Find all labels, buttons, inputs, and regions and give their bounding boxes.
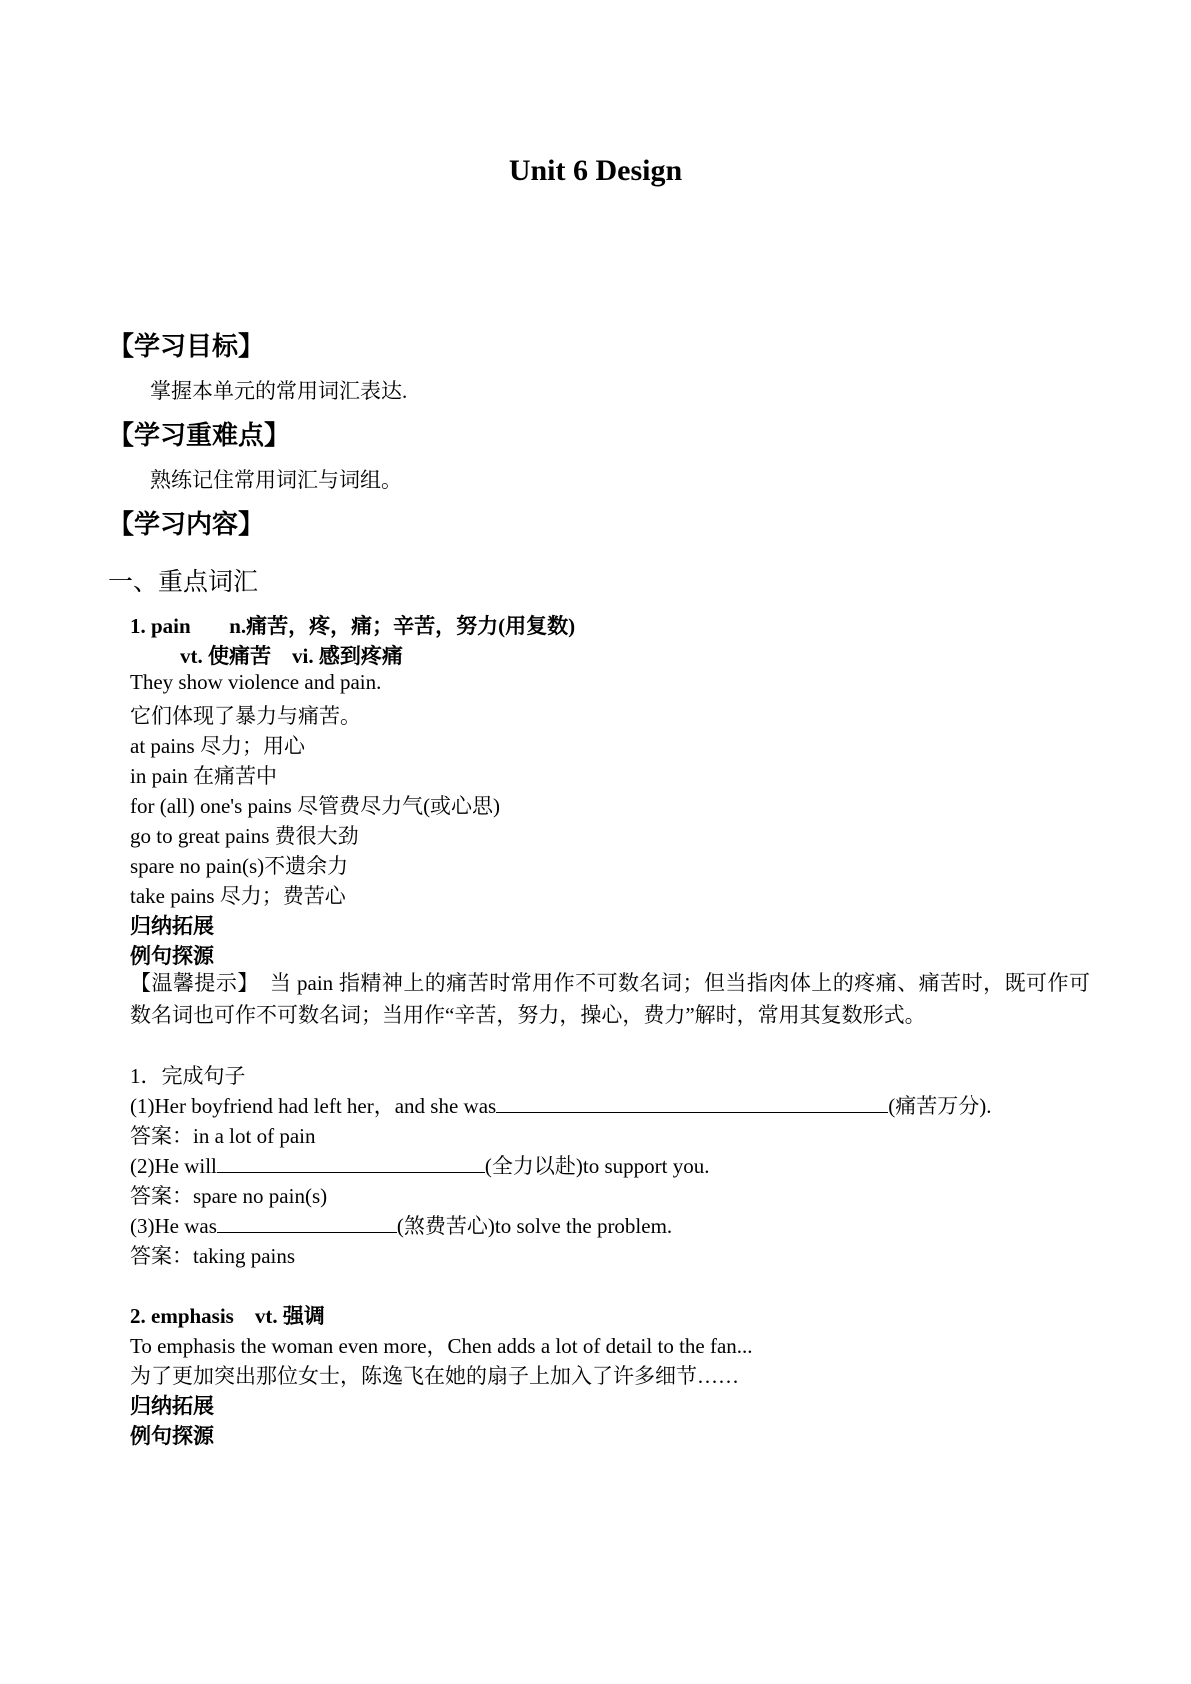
answer-3: 答案：taking pains xyxy=(130,1244,296,1268)
word1-source-label: 例句探源 xyxy=(130,944,214,968)
key-points-text: 熟练记住常用词汇与词组。 xyxy=(150,468,402,492)
q3-suffix: (煞费苦心)to solve the problem. xyxy=(396,1214,673,1238)
q2-suffix: (全力以赴)to support you. xyxy=(484,1154,710,1178)
q3-prefix: (3)He was xyxy=(130,1214,217,1238)
answer-1: 答案：in a lot of pain xyxy=(130,1124,316,1148)
word1-head-pos1: n.痛苦，疼，痛；辛苦，努力(用复数) xyxy=(229,614,576,638)
word1-phrase: for (all) one's pains 尽管费尽力气(或心思) xyxy=(130,794,501,818)
word1-summary-label: 归纳拓展 xyxy=(130,914,214,938)
word1-phrase: take pains 尽力；费苦心 xyxy=(130,884,346,908)
q3-answer-blank[interactable] xyxy=(217,1212,397,1233)
word2-example-zh: 为了更加突出那位女士，陈逸飞在她的扇子上加入了许多细节…… xyxy=(130,1364,739,1388)
q1-answer-blank[interactable] xyxy=(496,1092,888,1113)
word1-example-zh: 它们体现了暴力与痛苦。 xyxy=(130,704,361,728)
q1-prefix: (1)Her boyfriend had left her，and she was xyxy=(130,1094,497,1118)
word2-example-en: To emphasis the woman even more，Chen adds a lot of detail to the fan... xyxy=(130,1334,753,1358)
word2-head: 2. emphasis vt. 强调 xyxy=(130,1304,325,1328)
word1-example-en: They show violence and pain. xyxy=(130,670,382,694)
word1-head-word: 1. pain xyxy=(130,614,191,638)
word1-head xyxy=(130,610,575,640)
word1-phrase: in pain 在痛苦中 xyxy=(130,764,277,788)
objectives-heading: 【学习目标】 xyxy=(108,332,265,362)
exercise-question-3 xyxy=(130,1210,672,1240)
document-title: Unit 6 Design xyxy=(508,154,683,187)
objectives-text: 掌握本单元的常用词汇表达. xyxy=(150,379,408,403)
content-heading: 【学习内容】 xyxy=(108,510,265,540)
exercise-question-2 xyxy=(130,1150,709,1180)
q2-prefix: (2)He will xyxy=(130,1154,217,1178)
q2-answer-blank[interactable] xyxy=(217,1152,485,1173)
word1-phrase: at pains 尽力；用心 xyxy=(130,734,305,758)
word1-phrase: go to great pains 费很大劲 xyxy=(130,824,359,848)
word1-exercise-title: 1．完成句子 xyxy=(130,1064,246,1088)
answer-2: 答案：spare no pain(s) xyxy=(130,1184,328,1208)
word2-summary-label: 归纳拓展 xyxy=(130,1394,214,1418)
section1-heading: 一、重点词汇 xyxy=(108,567,259,596)
word2-source-label: 例句探源 xyxy=(130,1424,214,1448)
word1-phrase: spare no pain(s)不遗余力 xyxy=(130,854,349,878)
key-points-heading: 【学习重难点】 xyxy=(108,421,291,451)
word1-tip: 【温馨提示】 当 pain 指精神上的痛苦时常用作不可数名词；但当指肉体上的疼痛、痛苦时，既可作可数名词也可作不可数名词；当用作“辛苦，努力，操心，费力”解时，常用其复数形式。 xyxy=(130,971,1090,1027)
word1-head-pos2: vt. 使痛苦 vi. 感到疼痛 xyxy=(180,644,403,668)
exercise-question-1 xyxy=(130,1090,991,1120)
q1-suffix: (痛苦万分). xyxy=(888,1094,992,1118)
